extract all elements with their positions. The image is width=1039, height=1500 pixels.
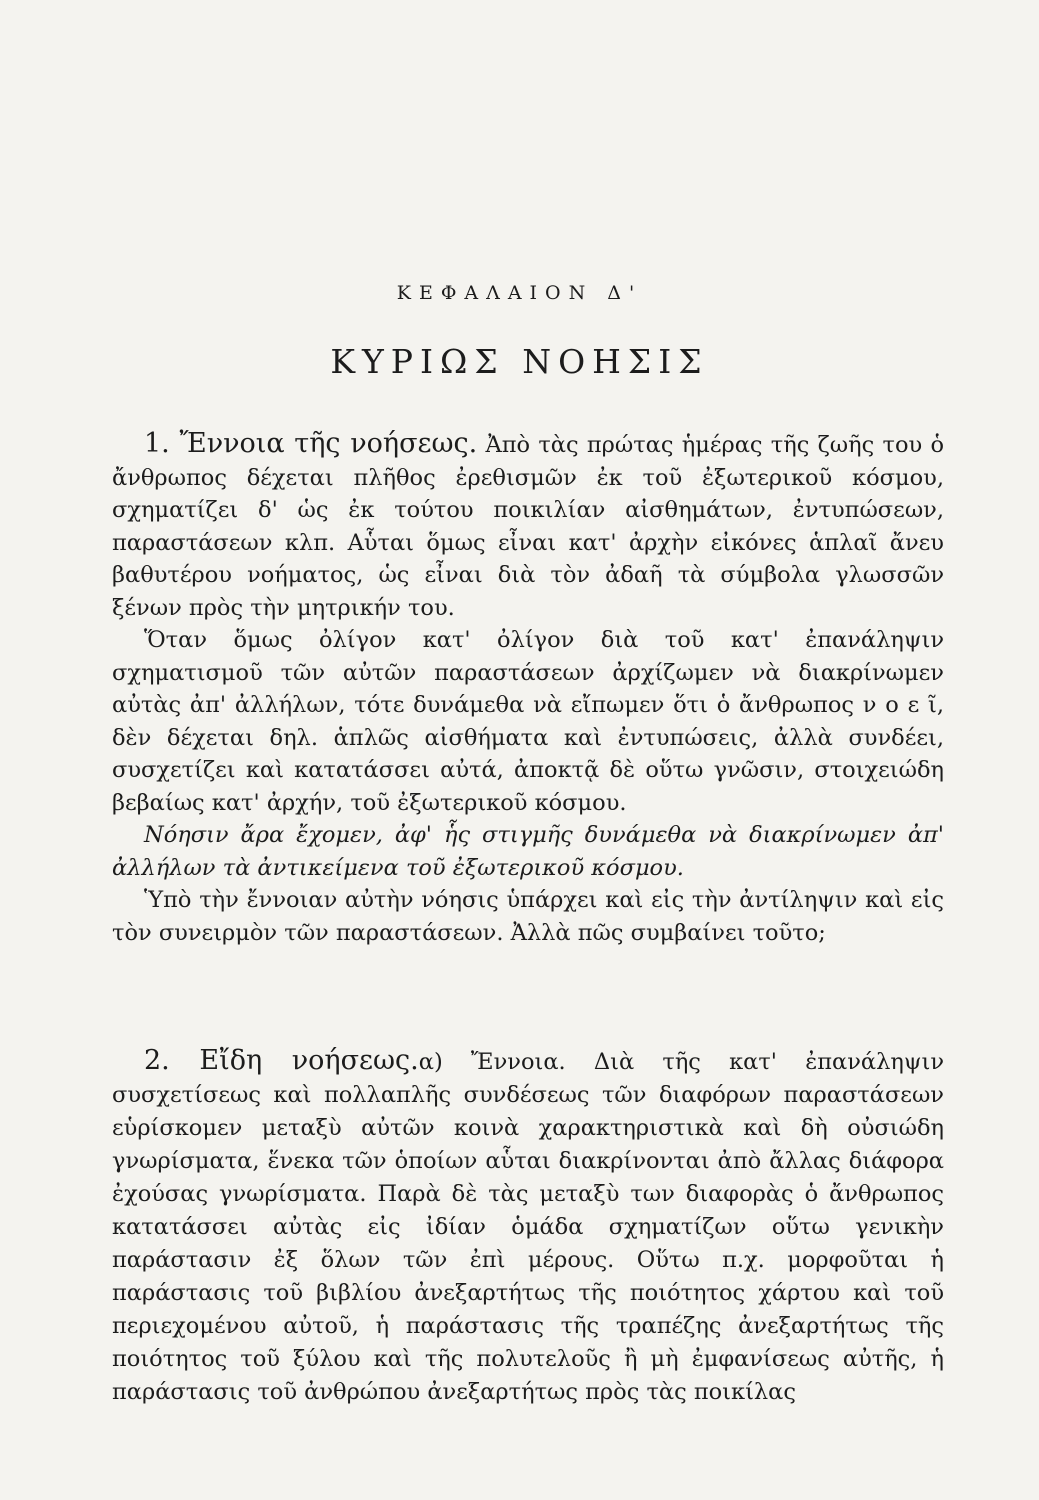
section-1-heading: 1. Ἔννοια τῆς νοήσεως.	[144, 428, 478, 459]
section-1-paragraph-4: Ὑπὸ τὴν ἔννοιαν αὐτὴν νόησις ὑπάρχει καὶ εἰς τὴν ἀντίληψιν καὶ εἰς τὸν συνειρμὸν τῶν παραστάσεων. Ἀλλὰ πῶς συμβαίνει τοῦτο;	[112, 887, 944, 946]
section-2-text-1: Διὰ τῆς κατ' ἐπανάληψιν συσχετίσεως καὶ πολλαπλῆς συνδέσεως τῶν διαφόρων παραστάσεων εὑρίσκομεν μεταξὺ αὐτῶν κοινὰ χαρακτηριστικὰ καὶ δὴ οὐσιώδη γνωρίσματα, ἕνεκα τῶν ὁποίων αὗται διακρίνονται ἀπὸ ἄλλας διάφορα ἐχούσας γνωρίσματα. Παρὰ δὲ τὰς μεταξὺ των διαφορὰς ὁ ἄνθρωπος κατατάσσει αὐτὰς εἰς ἰδίαν ὁμάδα σχηματίζων οὕτω γενικὴν παράστασιν ἐξ ὅλων τῶν ἐπὶ μέρους. Οὕτω π.χ. μορφοῦται ἡ παράστασις τοῦ βιβλίου ἀνεξαρτήτως τῆς ποιότητος χάρτου καὶ τοῦ περιεχομένου αὐτοῦ, ἡ παράστασις τῆς τραπέζης ἀνεξαρτήτως τῆς ποιότητος τοῦ ξύλου καὶ τῆς πολυτελοῦς ἢ μὴ ἐμφανίσεως αὐτῆς, ἡ παράστασις τοῦ ἀνθρώπου ἀνεξαρτήτως πρὸς τὰς ποικίλας	[112, 1049, 945, 1405]
chapter-title: ΚΥΡΙΩΣ ΝΟΗΣΙΣ	[330, 342, 709, 381]
chapter-label: ΚΕΦΑΛΑΙΟΝ Δ'	[396, 282, 643, 304]
section-1	[112, 428, 944, 949]
section-1-paragraph-1	[112, 428, 944, 624]
section-2-subheading: α) Ἔννοια.	[418, 1049, 566, 1075]
section-2-heading: 2. Εἴδη νοήσεως.	[144, 1045, 419, 1076]
section-2-paragraph-1	[112, 1044, 944, 1409]
section-1-paragraph-2: Ὅταν ὅμως ὀλίγον κατ' ὀλίγον διὰ τοῦ κατ' ἐπανάληψιν σχηματισμοῦ τῶν αὐτῶν παραστάσεων ἀρχίζωμεν νὰ διακρίνωμεν αὐτὰς ἀπ' ἀλλήλων, τότε δυνάμεθα νὰ εἴπωμεν ὅτι ὁ ἄνθρωπος ν ο ε ῖ, δὲν δέχεται δηλ. ἁπλῶς αἰσθήματα καὶ ἐντυπώσεις, ἀλλὰ συνδέει, συσχετίζει καὶ κατατάσσει αὐτά, ἀποκτᾷ δὲ οὕτω γνῶσιν, στοιχειώδη βεβαίως κατ' ἀρχήν, τοῦ ἐξωτερικοῦ κόσμου.	[112, 627, 944, 816]
section-1-definition: Νόησιν ἄρα ἔχομεν, ἀφ' ἧς στιγμῆς δυνάμεθα νὰ διακρίνωμεν ἀπ' ἀλλήλων τὰ ἀντικείμενα τοῦ ἐξωτερικοῦ κόσμου.	[112, 822, 944, 881]
section-2	[112, 1044, 944, 1409]
section-1-text-1: Ἀπὸ τὰς πρώτας ἡμέρας τῆς ζωῆς του ὁ ἄνθρωπος δέχεται πλῆθος ἐρεθισμῶν ἐκ τοῦ ἐξωτερικοῦ κόσμου, σχηματίζει δ' ὡς ἐκ τούτου ποικιλίαν αἰσθημάτων, ἐντυπώσεων, παραστάσεων κλπ. Αὗται ὅμως εἶναι κατ' ἀρχὴν εἰκόνες ἁπλαῖ ἄνευ βαθυτέρου νοήματος, ὡς εἶναι διὰ τὸν ἀδαῆ τὰ σύμβολα γλωσσῶν ξένων πρὸς τὴν μητρικήν του.	[112, 432, 944, 621]
